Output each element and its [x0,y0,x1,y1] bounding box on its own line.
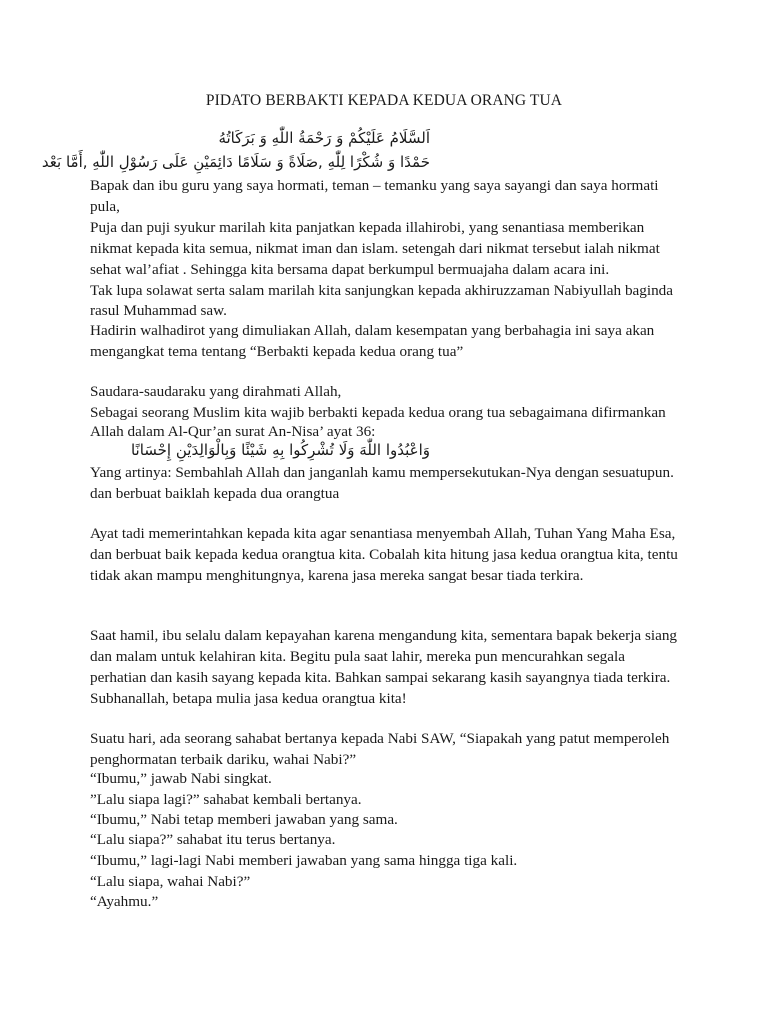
text-line: Tak lupa solawat serta salam marilah kita sanjungkan kepada akhiruzzaman Nabiyullah baginda [90,282,674,299]
text-line: Suatu hari, ada seorang sahabat bertanya kepada Nabi SAW, “Siapakah yang patut memperoleh [90,730,670,747]
text-line: Yang artinya: Sembahlah Allah dan janganlah kamu mempersekutukan-Nya dengan sesuatupun. [90,464,674,481]
text-line: “Ibumu,” lagi-lagi Nabi memberi jawaban yang sama hingga tiga kali. [90,852,518,869]
document-title: PIDATO BERBAKTI KEPADA KEDUA ORANG TUA [205,92,563,109]
text-line: Hadirin walhadirot yang dimuliakan Allah, dalam kesempatan yang berbahagia ini saya akan [90,322,655,339]
arabic-verse: وَاعْبُدُوا اللّٰهَ وَلَا تُشْرِكُوا بِهِ شَيْئًا وَبِالْوَالِدَيْنِ إِحْسَانًا [130,441,430,459]
text-line: tidak akan mampu menghitungnya, karena jasa mereka sangat besar tiada terkira. [90,567,584,584]
text-line: perhatian dan kasih sayang kepada kita. Bahkan sampai sekarang kasih sayangnya tiada terkira. [90,669,671,686]
text-line: “Ibumu,” jawab Nabi singkat. [90,770,272,787]
text-line: mengangkat tema tentang “Berbakti kepada kedua orang tua” [90,343,464,360]
text-line: ”Lalu siapa lagi?” sahabat kembali bertanya. [90,791,362,808]
text-line: “Ibumu,” Nabi tetap memberi jawaban yang sama. [90,811,398,828]
text-line: Sebagai seorang Muslim kita wajib berbakti kepada kedua orang tua sebagaimana difirmankan [90,404,666,421]
text-line: pula, [90,198,120,215]
text-line: dan berbuat baiklah kepada dua orangtua [90,485,340,502]
text-line: dan malam untuk kelahiran kita. Begitu pula saat lahir, mereka pun mencurahkan segala [90,648,625,665]
text-line: “Ayahmu.” [90,893,159,910]
text-line: Saudara-saudaraku yang dirahmati Allah, [90,383,342,400]
text-line: sehat wal’afiat . Sehingga kita bersama dapat berkumpul bermuajaha dalam acara ini. [90,261,610,278]
arabic-opening: حَمْدًا وَ شُكْرًا لِلّٰهِ ,صَلَاةً وَ سَلَامًا دَائِمَيْنِ عَلَى رَسُوْلِ اللّٰهِ ,أَمَّا بَعْد [41,153,430,171]
text-line: Ayat tadi memerintahkan kepada kita agar senantiasa menyembah Allah, Tuhan Yang Maha Esa, [90,525,676,542]
text-line: rasul Muhammad saw. [90,302,227,319]
text-line: Saat hamil, ibu selalu dalam kepayahan karena mengandung kita, sementara bapak bekerja siang [90,627,678,644]
text-line: penghormatan terbaik dariku, wahai Nabi?” [90,751,357,768]
arabic-greeting: اَلسَّلَامُ عَلَيْكُمْ وَ رَحْمَةُ اللّٰهِ وَ بَرَكَاتُهُ [218,129,430,147]
text-line: “Lalu siapa?” sahabat itu terus bertanya. [90,831,336,848]
text-line: nikmat kepada kita semua, nikmat iman dan islam. setengah dari nikmat tersebut ialah nikmat [90,240,660,257]
text-line: Allah dalam Al-Qur’an surat An-Nisa’ ayat 36: [90,423,376,440]
text-line: Subhanallah, betapa mulia jasa kedua orangtua kita! [90,690,407,707]
text-line: dan berbuat baik kepada kedua orangtua kita. Cobalah kita hitung jasa kedua orangtua kita, tentu [90,546,678,563]
text-line: Puja dan puji syukur marilah kita panjatkan kepada illahirobi, yang senantiasa memberikan [90,219,645,236]
text-line: “Lalu siapa, wahai Nabi?” [90,873,251,890]
text-line: Bapak dan ibu guru yang saya hormati, teman – temanku yang saya sayangi dan saya hormati [90,177,659,194]
